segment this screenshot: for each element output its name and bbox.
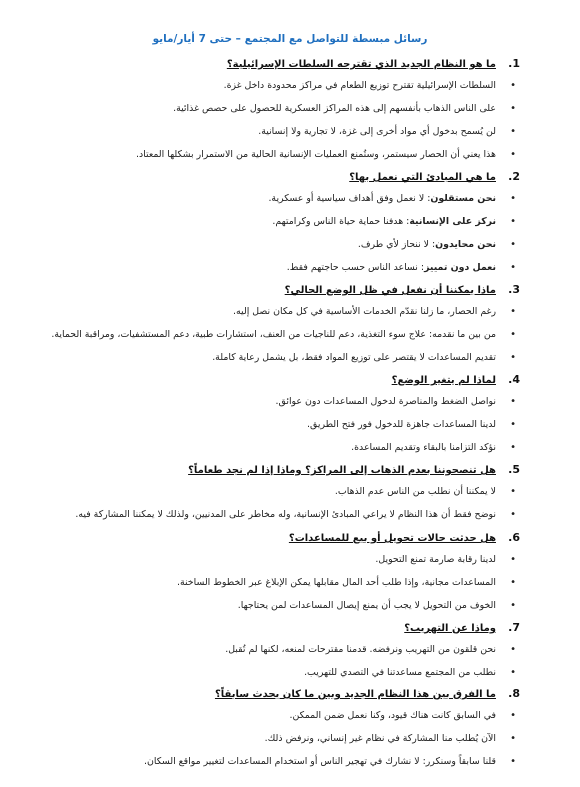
list-item: [40, 239, 520, 251]
item-text: لا يمكننا أن نطلب من الناس عدم الذهاب.: [334, 486, 496, 497]
list-item: [40, 554, 520, 566]
list-item: [40, 733, 520, 745]
item-text: : هدفنا حماية حياة الناس وكرامتهم.: [272, 216, 410, 227]
question-text: ما الفرق بين هذا النظام الجديد وبين ما كان يحدث سابقاً؟: [214, 689, 496, 700]
question-text: ماذا يمكننا أن نفعل في ظل الوضع الحالي؟: [284, 285, 496, 296]
item-text: نطلب من المجتمع مساعدتنا في التصدي للتهريب.: [304, 667, 496, 678]
list-item: [40, 644, 520, 656]
item-text: نؤكد التزامنا بالبقاء وتقديم المساعدة.: [351, 442, 496, 453]
bullet-list: [40, 486, 520, 521]
list-item: [40, 216, 520, 228]
list-item: [40, 262, 520, 274]
list-item: [40, 193, 520, 205]
item-lead: نركز على الإنسانية: [409, 216, 496, 227]
item-text: لدينا المساعدات جاهزة للدخول فور فتح الطريق.: [307, 419, 496, 430]
section-4: [40, 373, 520, 454]
question-text: هل تنصحوننا بعدم الذهاب إلى المراكز؟ وماذا إذا لم نجد طعاماً؟: [188, 465, 496, 476]
section-question: [40, 373, 520, 387]
list-item: [40, 306, 520, 318]
section-3: [40, 283, 520, 364]
section-number: 1.: [508, 57, 520, 70]
section-2: [40, 170, 520, 274]
section-question: [40, 283, 520, 297]
list-item: [40, 486, 520, 498]
bullet-list: [40, 80, 520, 161]
section-number: 3.: [508, 283, 520, 296]
item-text: المساعدات مجانية، وإذا طلب أحد المال مقابلها يمكن الإبلاغ عبر الخطوط الساخنة.: [176, 577, 496, 588]
list-item: [40, 352, 520, 364]
section-question: [40, 531, 520, 545]
list-item: [40, 442, 520, 454]
item-text: على الناس الذهاب بأنفسهم إلى هذه المراكز العسكرية للحصول على حصص غذائية.: [173, 103, 496, 114]
bullet-list: [40, 193, 520, 274]
item-text: : لا نعمل وفق أهداف سياسية أو عسكرية.: [268, 193, 431, 204]
list-item: [40, 577, 520, 589]
section-question: [40, 463, 520, 477]
item-text: من بين ما نقدمه: علاج سوء التغذية، دعم للناجيات من العنف، استشارات طبية، دعم المستشفيات، ومراقبة الحماية.: [51, 329, 496, 340]
bullet-list: [40, 644, 520, 679]
list-item: [40, 756, 520, 768]
item-text: قلنا سابقاً وسنكرر: لا نشارك في تهجير الناس أو استخدام المساعدات لتغيير مواقع السكان.: [143, 756, 496, 767]
section-1: [40, 57, 520, 161]
section-8: [40, 687, 520, 768]
question-text: ما هي المبادئ التي نعمل بها؟: [349, 172, 496, 183]
section-number: 5.: [508, 463, 520, 476]
section-number: 2.: [508, 170, 520, 183]
question-text: لماذا لم يتغير الوضع؟: [391, 375, 496, 386]
section-number: 4.: [508, 373, 520, 386]
bullet-list: [40, 396, 520, 454]
list-item: [40, 419, 520, 431]
document-title: رسائل مبسطة للتواصل مع المجتمع – حتى 7 أيار/مايو: [152, 33, 428, 45]
item-text: نحن قلقون من التهريب ونرفضه. قدمنا مقترحات لمنعه، لكنها لم تُقبل.: [225, 644, 496, 655]
section-question: [40, 57, 520, 71]
list-item: [40, 667, 520, 679]
item-text: السلطات الإسرائيلية تقترح توزيع الطعام في مراكز محدودة داخل غزة.: [223, 80, 496, 91]
bullet-list: [40, 554, 520, 612]
item-text: في السابق كانت هناك قيود، وكنا نعمل ضمن الممكن.: [289, 710, 496, 721]
list-item: [40, 509, 520, 521]
section-number: 8.: [508, 687, 520, 700]
item-text: : لا ننحاز لأي طرف.: [357, 239, 436, 250]
item-text: لن يُسمح بدخول أي مواد أخرى إلى غزة، لا تجارية ولا إنسانية.: [258, 126, 496, 137]
item-text: الخوف من التحويل لا يجب أن يمنع إيصال المساعدات لمن يحتاجها.: [237, 600, 496, 611]
item-lead: نعمل دون تمييز: [424, 262, 496, 273]
question-text: هل حدثت حالات تحويل أو بيع للمساعدات؟: [288, 533, 496, 544]
section-question: [40, 621, 520, 635]
item-text: رغم الحصار، ما زلنا نقدّم الخدمات الأساسية في كل مكان نصل إليه.: [233, 306, 496, 317]
item-text: تقديم المساعدات لا يقتصر على توزيع المواد فقط، بل يشمل رعاية كاملة.: [212, 352, 496, 363]
item-text: : نساعد الناس حسب حاجتهم فقط.: [286, 262, 425, 273]
list-item: [40, 600, 520, 612]
list-item: [40, 80, 520, 92]
section-question: [40, 687, 520, 701]
list-item: [40, 710, 520, 722]
question-text: وماذا عن التهريب؟: [404, 623, 496, 634]
list-item: [40, 126, 520, 138]
list-item: [40, 396, 520, 408]
item-text: الآن يُطلب منا المشاركة في نظام غير إنساني، ونرفض ذلك.: [264, 733, 496, 744]
section-number: 6.: [508, 531, 520, 544]
item-text: نواصل الضغط والمناصرة لدخول المساعدات دون عوائق.: [275, 396, 496, 407]
item-lead: نحن محايدون: [435, 239, 496, 250]
section-number: 7.: [508, 621, 520, 634]
section-6: [40, 531, 520, 612]
bullet-list: [40, 306, 520, 364]
bullet-list: [40, 710, 520, 768]
item-text: نوضح فقط أن هذا النظام لا يراعي المبادئ الإنسانية، وله مخاطر على المدنيين، ولذلك لا يمكننا المشاركة فيه.: [75, 509, 496, 520]
section-question: [40, 170, 520, 184]
section-7: [40, 621, 520, 679]
item-text: هذا يعني أن الحصار سيستمر، وستُمنع العمليات الإنسانية الحالية من الاستمرار بشكلها المعتاد.: [135, 149, 496, 160]
question-text: ما هو النظام الجديد الذي تقترحه السلطات الإسرائيلية؟: [226, 59, 496, 70]
section-5: [40, 463, 520, 521]
list-item: [40, 329, 520, 341]
item-text: لدينا رقابة صارمة تمنع التحويل.: [375, 554, 496, 565]
item-lead: نحن مستقلون: [430, 193, 496, 204]
list-item: [40, 149, 520, 161]
list-item: [40, 103, 520, 115]
